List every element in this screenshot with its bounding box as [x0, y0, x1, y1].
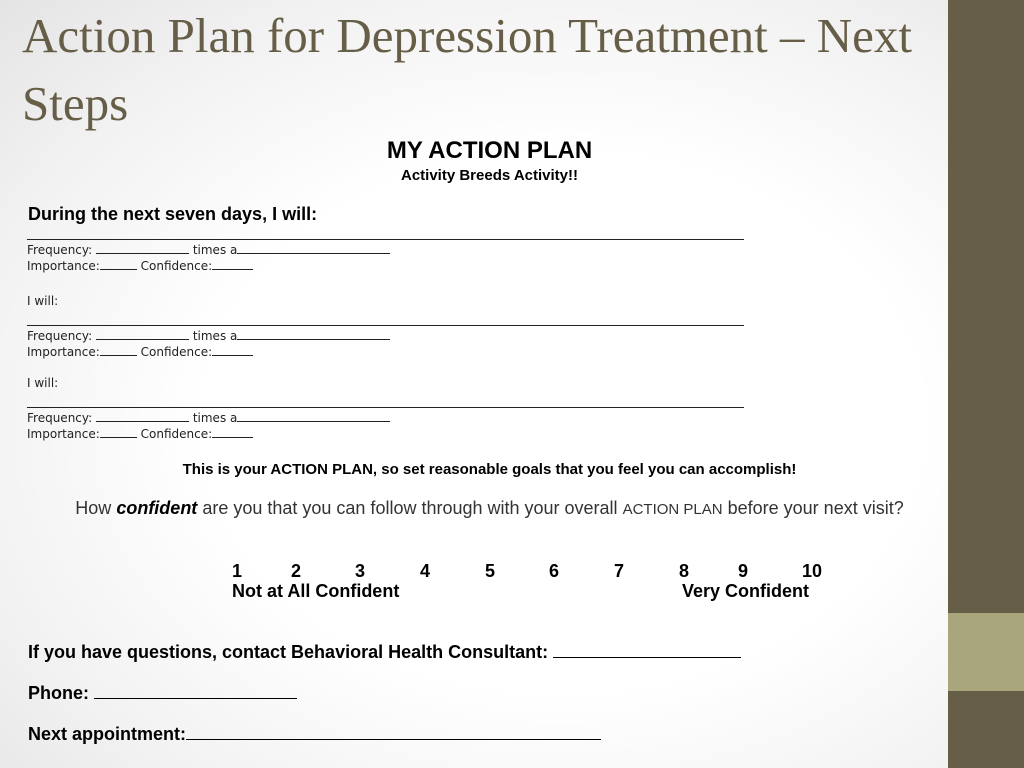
times-label: times a	[192, 411, 238, 425]
scale-number: 4	[420, 561, 431, 581]
question-action-plan: ACTION PLAN	[622, 501, 723, 518]
frequency-blank	[96, 328, 189, 340]
importance-blank	[100, 344, 137, 356]
plan-intro: During the next seven days, I will:	[28, 204, 318, 224]
frequency-label: Frequency:	[27, 243, 93, 257]
scale-low-label: Not at All Confident	[232, 581, 400, 601]
frequency-label: Frequency:	[27, 329, 93, 343]
goal-2-frequency-row	[27, 328, 390, 343]
consultant-blank	[553, 643, 741, 658]
frequency-blank	[96, 242, 189, 254]
consultant-label: If you have questions, contact Behavioral Health Consultant:	[28, 642, 549, 662]
phone-blank	[94, 684, 297, 699]
goal-2-answer-line	[27, 325, 744, 326]
scale-high-label: Very Confident	[682, 581, 810, 601]
consultant-contact-row	[28, 642, 741, 663]
importance-label: Importance:	[27, 427, 100, 441]
importance-blank	[100, 258, 137, 270]
period-blank	[237, 328, 390, 340]
appointment-blank	[186, 725, 601, 740]
goal-2-i-will-label: I will:	[27, 294, 59, 308]
goal-3-frequency-row	[27, 410, 390, 425]
question-middle: are you that you can follow through with your overall	[202, 498, 618, 518]
confidence-question	[27, 498, 952, 520]
scale-number: 2	[291, 561, 302, 581]
period-blank	[237, 410, 390, 422]
scale-number: 6	[549, 561, 560, 581]
importance-label: Importance:	[27, 345, 100, 359]
confidence-blank	[212, 344, 253, 356]
times-label: times a	[192, 329, 238, 343]
scale-number: 10	[802, 561, 823, 581]
goal-3-rating-row	[27, 426, 253, 441]
goal-reminder: This is your ACTION PLAN, so set reasonable goals that you feel you can accomplish!	[182, 461, 797, 478]
goal-3-answer-line	[27, 407, 744, 408]
scale-number: 1	[232, 561, 243, 581]
question-suffix: before your next visit?	[727, 498, 904, 518]
confidence-label: Confidence:	[140, 259, 213, 273]
importance-label: Importance:	[27, 259, 100, 273]
phone-row	[28, 683, 297, 704]
frequency-blank	[96, 410, 189, 422]
sidebar-accent-block	[948, 613, 1024, 691]
confidence-label: Confidence:	[140, 345, 213, 359]
goal-1-rating-row	[27, 258, 253, 273]
appointment-row	[28, 724, 601, 745]
importance-blank	[100, 426, 137, 438]
phone-label: Phone:	[28, 683, 89, 703]
plan-heading: MY ACTION PLAN	[386, 137, 593, 164]
question-emphasis: confident	[116, 498, 198, 518]
slide-title: Action Plan for Depression Treatment – Next Steps	[22, 8, 913, 131]
confidence-blank	[212, 426, 253, 438]
confidence-label: Confidence:	[140, 427, 213, 441]
scale-number: 7	[614, 561, 625, 581]
period-blank	[237, 242, 390, 254]
goal-1-answer-line	[27, 239, 744, 240]
scale-number: 9	[738, 561, 749, 581]
confidence-blank	[212, 258, 253, 270]
scale-number: 8	[679, 561, 690, 581]
plan-subheading: Activity Breeds Activity!!	[401, 167, 578, 184]
goal-1-frequency-row	[27, 242, 390, 257]
frequency-label: Frequency:	[27, 411, 93, 425]
question-prefix: How	[75, 498, 112, 518]
appointment-label: Next appointment:	[28, 724, 187, 744]
goal-3-i-will-label: I will:	[27, 376, 59, 390]
goal-2-rating-row	[27, 344, 253, 359]
times-label: times a	[192, 243, 238, 257]
scale-number: 3	[355, 561, 366, 581]
action-plan-form	[27, 0, 942, 768]
scale-number: 5	[485, 561, 496, 581]
